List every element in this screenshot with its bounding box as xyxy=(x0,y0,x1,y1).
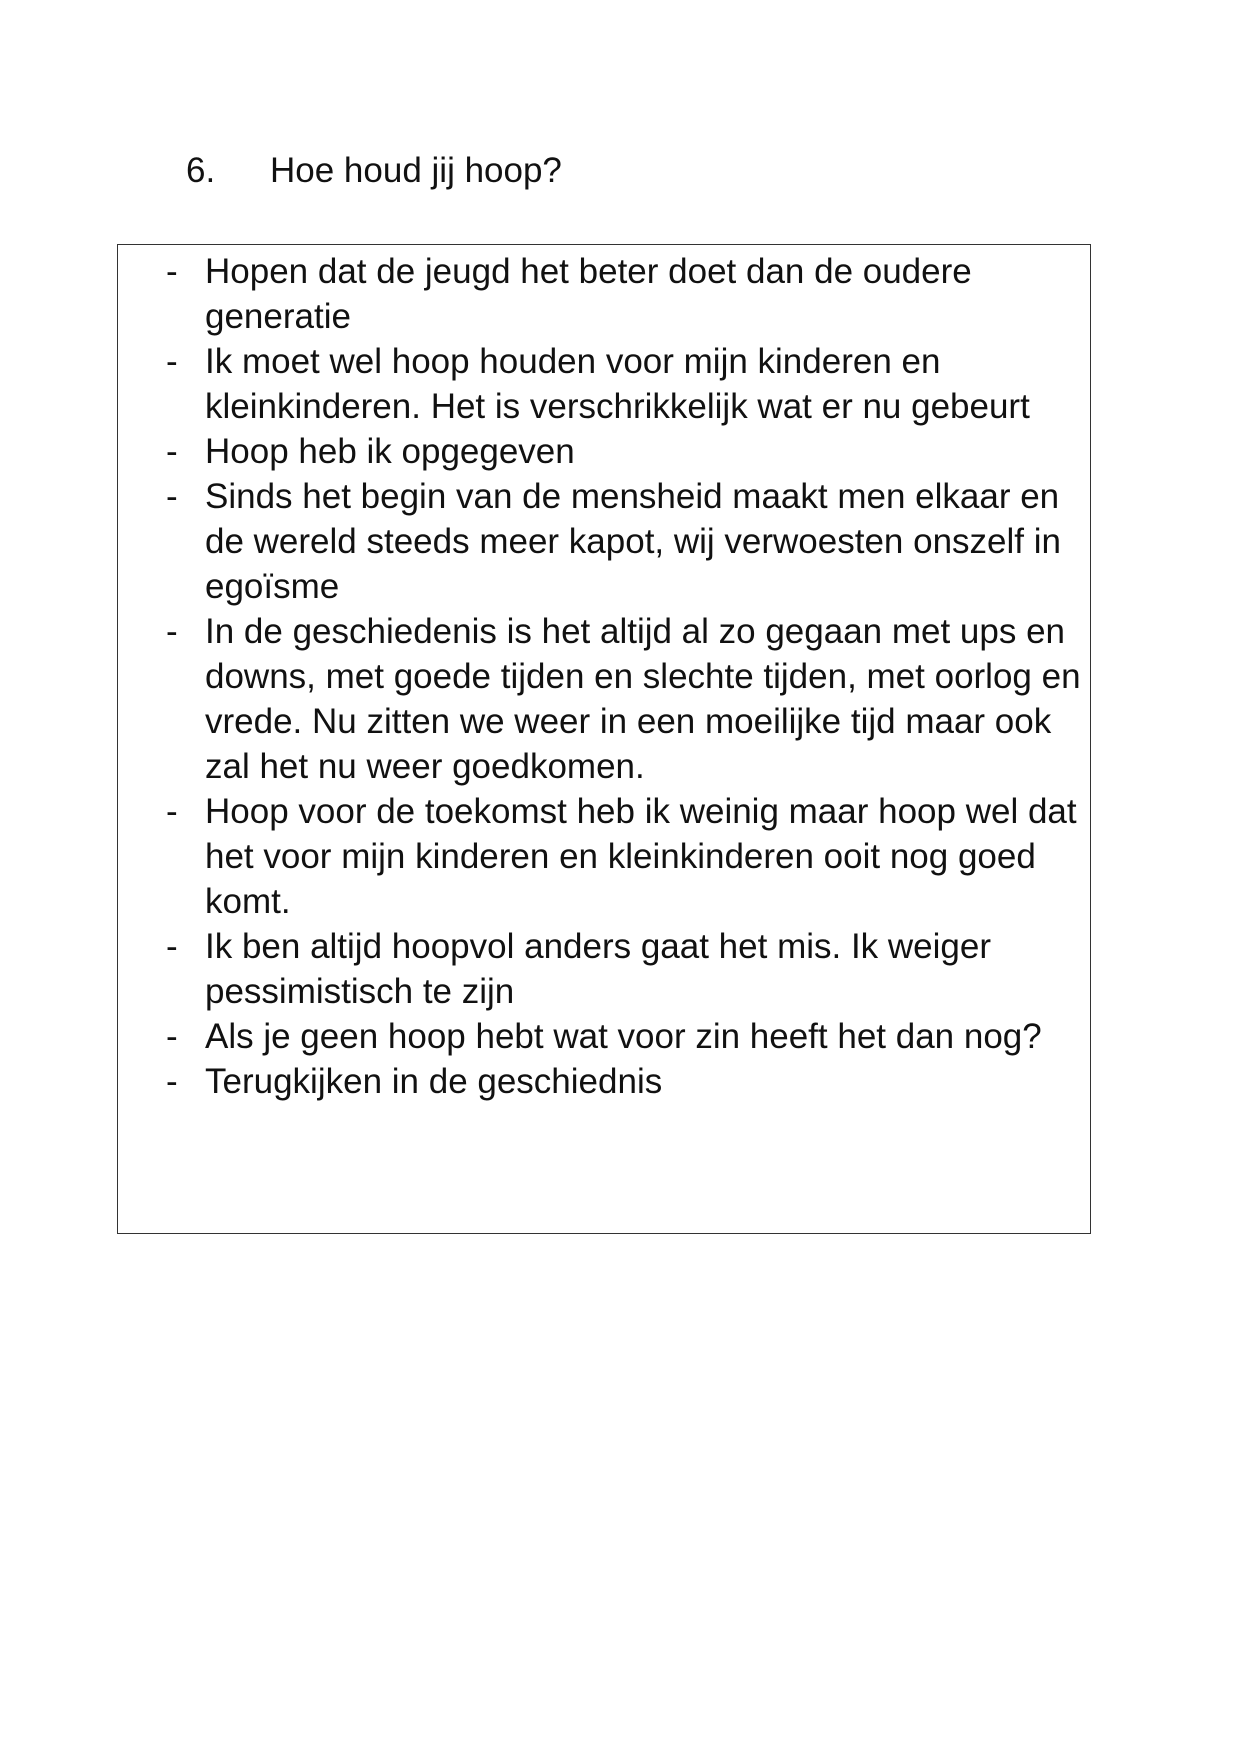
answer-text: Ik ben altijd hoopvol anders gaat het mis. Ik weiger pessimistisch te zijn xyxy=(205,927,991,1011)
answer-text: Ik moet wel hoop houden voor mijn kinderen en kleinkinderen. Het is verschrikkelijk wat er nu gebeurt xyxy=(205,342,1030,426)
list-item xyxy=(118,249,1090,339)
list-item xyxy=(118,609,1090,789)
list-item xyxy=(118,789,1090,924)
bullet-dash: - xyxy=(166,1062,178,1101)
bullet-dash: - xyxy=(166,252,178,291)
answer-text: Terugkijken in de geschiednis xyxy=(205,1062,663,1101)
answer-text: In de geschiedenis is het altijd al zo gegaan met ups en downs, met goede tijden en slechte tijden, met oorlog en vrede. Nu zitten we weer in een moeilijke tijd maar ook zal het nu weer goedkomen. xyxy=(205,612,1081,786)
bullet-dash: - xyxy=(166,342,178,381)
question-heading xyxy=(186,148,562,194)
question-number: 6. xyxy=(186,151,216,190)
answer-list xyxy=(118,249,1090,1104)
bullet-dash: - xyxy=(166,792,178,831)
list-item xyxy=(118,339,1090,429)
answer-text: Hoop voor de toekomst heb ik weinig maar hoop wel dat het voor mijn kinderen en kleinkinderen ooit nog goed komt. xyxy=(205,792,1077,921)
bullet-dash: - xyxy=(166,612,178,651)
list-item xyxy=(118,429,1090,474)
bullet-dash: - xyxy=(166,477,178,516)
bullet-dash: - xyxy=(166,927,178,966)
answer-text: Hoop heb ik opgegeven xyxy=(205,432,575,471)
bullet-dash: - xyxy=(166,1017,178,1056)
list-item xyxy=(118,1059,1090,1104)
list-item xyxy=(118,1014,1090,1059)
answer-text: Hopen dat de jeugd het beter doet dan de oudere generatie xyxy=(205,252,972,336)
question-text: Hoe houd jij hoop? xyxy=(270,151,562,190)
list-item xyxy=(118,924,1090,1014)
list-item xyxy=(118,474,1090,609)
answer-text: Sinds het begin van de mensheid maakt men elkaar en de wereld steeds meer kapot, wij verwoesten onszelf in egoïsme xyxy=(205,477,1061,606)
answer-box xyxy=(117,244,1091,1234)
bullet-dash: - xyxy=(166,432,178,471)
answer-text: Als je geen hoop hebt wat voor zin heeft het dan nog? xyxy=(205,1017,1042,1056)
